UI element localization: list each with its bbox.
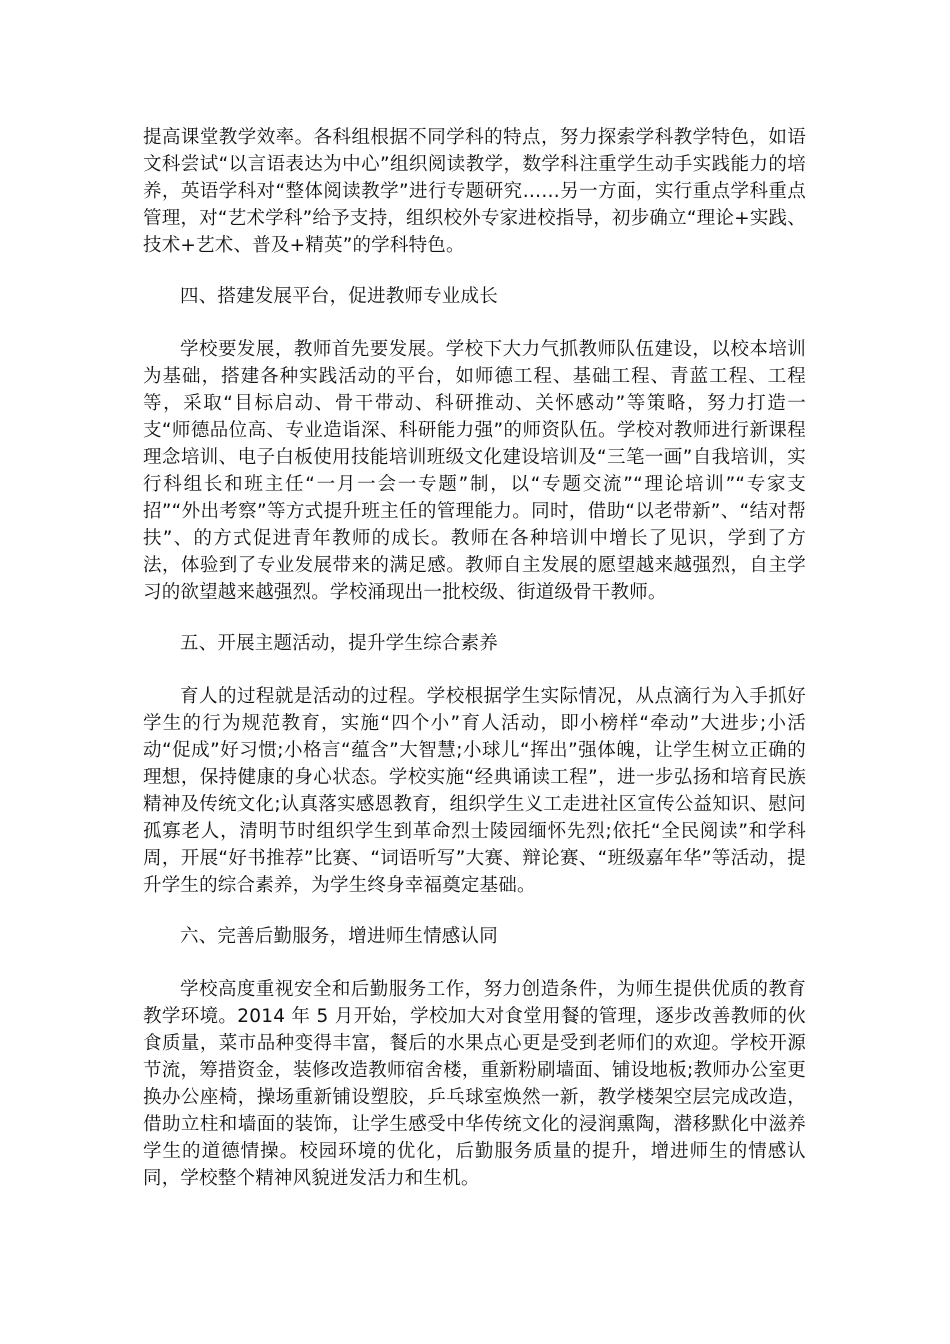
body-paragraph: 学校要发展，教师首先要发展。学校下大力气抓教师队伍建设，以校本培训为基础，搭建各种实践活动的平台，如师德工程、基础工程、青蓝工程、工程等，采取“目标启动、骨干带动、科研推动、关怀感动”等策略，努力打造一支“师德品位高、专业造诣深、科研能力强”的师资队伍。学校对教师进行新课程理念培训、电子白板使用技能培训班级文化建设培训及“三笔一画”自我培训，实行科组长和班主任“一月一会一专题”制，以“专题交流”“理论培训”“专家支招”“外出考察”等方式提升班主任的管理能力。同时，借助“以老带新”、“结对帮扶”、的方式促进青年教师的成长。教师在各种培训中增长了见识，学到了方法，体验到了专业发展带来的满足感。教师自主发展的愿望越来越强烈，自主学习的欲望越来越强烈。学校涌现出一批校级、街道级骨干教师。: [143, 339, 806, 603]
section-heading: 五、开展主题活动，提升学生综合素养: [180, 633, 498, 654]
section-heading: 六、完善后勤服务，增进师生情感认同: [180, 926, 498, 947]
body-paragraph: 育人的过程就是活动的过程。学校根据学生实际情况，从点滴行为入手抓好学生的行为规范教育，实施“四个小”育人活动，即小榜样“牵动”大进步;小活动“促成”好习惯;小格言“蕴含”大智慧;小球儿“挥出”强体魄，让学生树立正确的理想，保持健康的身心状态。学校实施“经典诵读工程”，进一步弘扬和培育民族精神及传统文化;认真落实感恩教育，组织学生义工走进社区宣传公益知识、慰问孤寡老人，清明节时组织学生到革命烈士陵园缅怀先烈;依托“全民阅读”和学科周，开展“好书推荐”比赛、“词语听写”大赛、辩论赛、“班级嘉年华”等活动，提升学生的综合素养，为学生终身幸福奠定基础。: [143, 686, 806, 896]
body-paragraph: 学校高度重视安全和后勤服务工作，努力创造条件，为师生提供优质的教育教学环境。2014 年 5 月开始，学校加大对食堂用餐的管理，逐步改善教师的伙食质量，菜市品种变得丰富，餐后的水果点心更是受到老师们的欢迎。学校开源节流，筹措资金，装修改造教师宿舍楼，重新粉刷墙面、铺设地板;教师办公室更换办公座椅，操场重新铺设塑胶，乒乓球室焕然一新，教学楼架空层完成改造，借助立柱和墙面的装饰，让学生感受中华传统文化的浸润熏陶，潜移默化中滋养学生的道德情操。校园环境的优化，后勤服务质量的提升，增进师生的情感认同，学校整个精神风貌迸发活力和生机。: [143, 979, 806, 1189]
document-page: [143, 124, 806, 1192]
body-paragraph: 提高课堂教学效率。各科组根据不同学科的特点，努力探索学科教学特色，如语文科尝试“以言语表达为中心”组织阅读教学，数学科注重学生动手实践能力的培养，英语学科对“整体阅读教学”进行专题研究……另一方面，实行重点学科重点管理，对“艺术学科”给予支持，组织校外专家进校指导，初步确立“理论+实践、技术+艺术、普及+精英”的学科特色。: [143, 127, 806, 256]
section-heading: 四、搭建发展平台，促进教师专业成长: [180, 286, 498, 307]
